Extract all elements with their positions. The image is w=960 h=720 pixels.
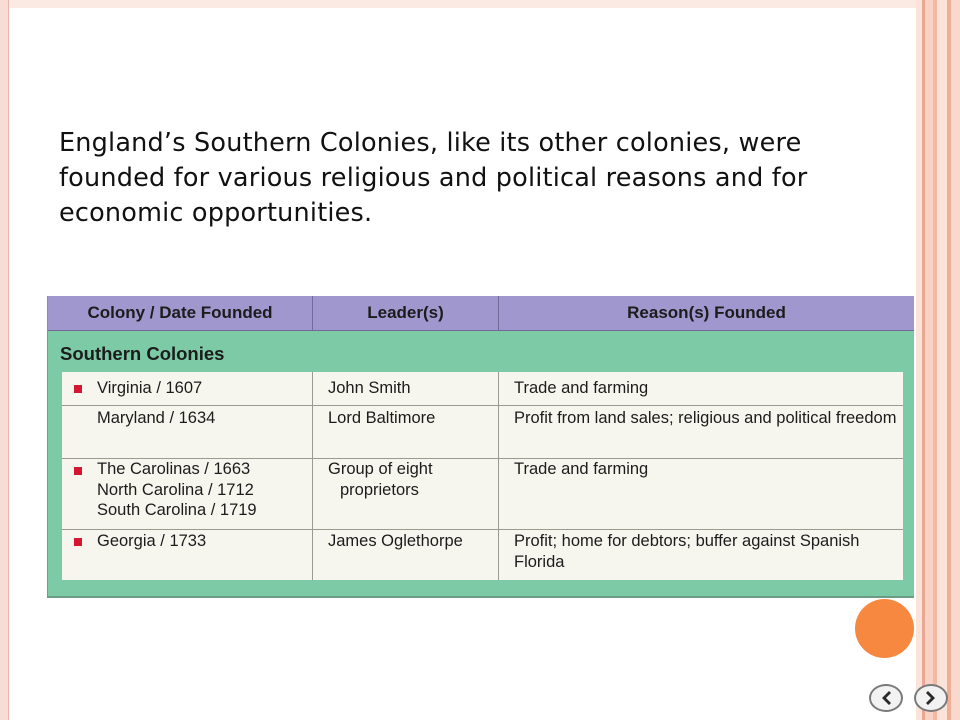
bullet-marker [74, 538, 82, 546]
cell-reasons: Trade and farming [514, 460, 649, 478]
cell-leaders: John Smith [328, 379, 411, 397]
decorative-circle [855, 599, 914, 658]
cell-leaders: Lord Baltimore [328, 409, 436, 427]
column-divider [498, 372, 499, 580]
slide-right-stripes [916, 0, 960, 720]
cell-leaders: Group of eight proprietors [328, 460, 433, 499]
cell-colony: Maryland / 1634 [97, 409, 216, 427]
intro-paragraph: England’s Southern Colonies, like its other colonies, were founded for various religious and political reasons and for economic opportunities. [59, 128, 808, 228]
slide-left-border [0, 0, 9, 720]
table-row [62, 530, 903, 580]
table-row [62, 406, 903, 459]
section-title: Southern Colonies [60, 343, 225, 364]
table-row [62, 372, 903, 406]
cell-reasons: Trade and farming [514, 379, 649, 397]
colonies-table [47, 296, 914, 598]
column-divider [312, 372, 313, 580]
previous-slide-button[interactable] [869, 684, 903, 712]
slide-top-border [0, 0, 918, 8]
table-body [62, 372, 903, 580]
bullet-marker [74, 385, 82, 393]
header-colony: Colony / Date Founded [48, 296, 313, 330]
table-row [62, 459, 903, 530]
chevron-right-icon [924, 690, 938, 706]
cell-reasons: Profit; home for debtors; buffer against Spanish Florida [514, 532, 860, 571]
header-leaders: Leader(s) [313, 296, 499, 330]
cell-colony: The Carolinas / 1663 North Carolina / 1712 South Carolina / 1719 [97, 460, 257, 519]
cell-colony: Georgia / 1733 [97, 532, 207, 550]
bullet-marker [74, 467, 82, 475]
cell-reasons: Profit from land sales; religious and political freedom [514, 409, 897, 427]
table-header [48, 296, 914, 331]
chevron-left-icon [879, 690, 893, 706]
header-reasons: Reason(s) Founded [627, 303, 786, 322]
cell-leaders: James Oglethorpe [328, 532, 463, 550]
next-slide-button[interactable] [914, 684, 948, 712]
cell-colony: Virginia / 1607 [97, 379, 203, 397]
